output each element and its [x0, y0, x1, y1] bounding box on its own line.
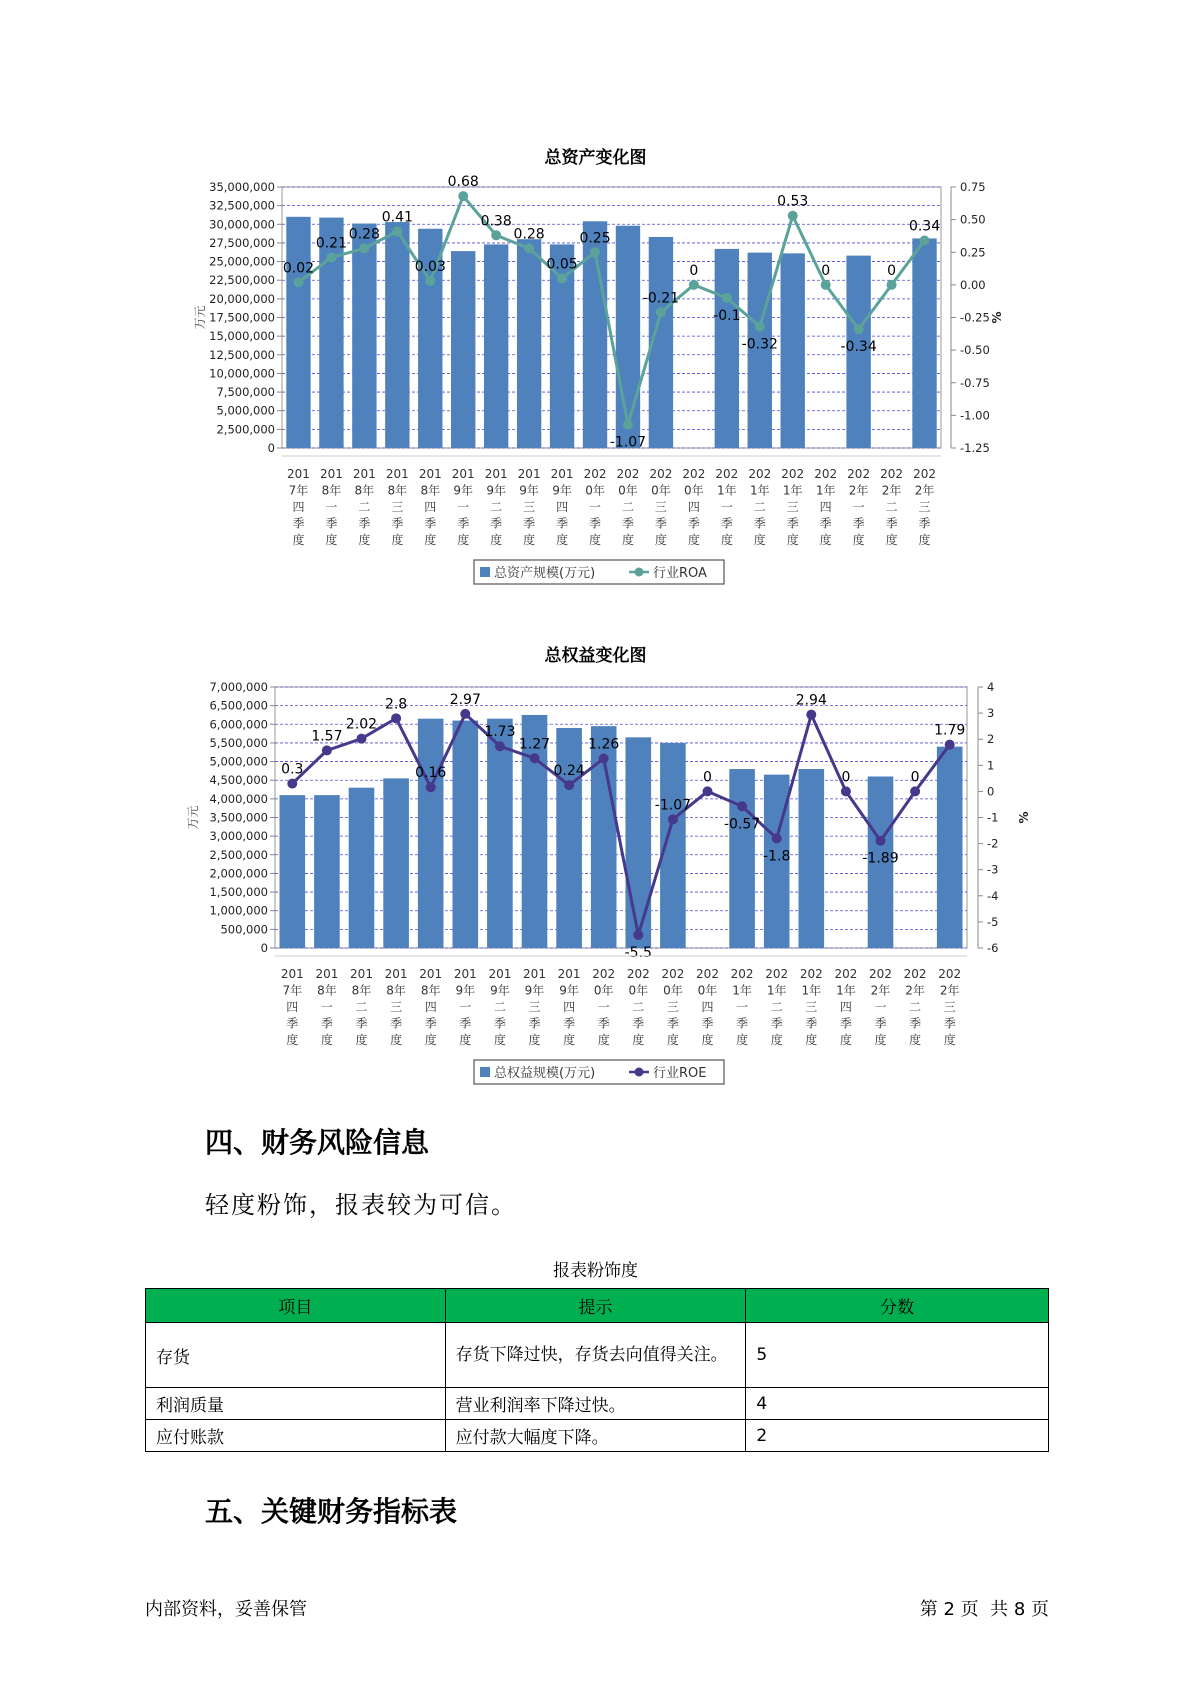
series-point — [392, 226, 402, 236]
data-label: 0.03 — [414, 258, 446, 275]
x-tick-label: 202 1年二季度 — [748, 467, 772, 547]
y-tick-label: 12,500,000 — [209, 347, 275, 362]
section-heading-risk: 四、财务风险信息 — [205, 1126, 430, 1159]
series-point — [495, 741, 505, 751]
series-point — [806, 710, 816, 720]
data-label: 1.79 — [934, 722, 966, 739]
x-tick-label: 201 9年三季度 — [523, 967, 546, 1047]
x-tick-label: 201 8年一季度 — [315, 967, 339, 1047]
x-tick-label: 202 1年一季度 — [715, 467, 739, 547]
data-label: 0 — [910, 769, 920, 786]
y-axis-title: 万元 — [193, 305, 207, 330]
y2-tick-label: -4 — [987, 888, 999, 903]
table-cell: 应付账款 — [146, 1420, 446, 1452]
data-label: -0.34 — [840, 339, 877, 356]
x-tick-label: 201 9年一季度 — [451, 467, 475, 547]
table-cell: 应付款大幅度下降。 — [445, 1420, 746, 1452]
data-label: 0.68 — [447, 174, 479, 191]
y2-tick-label: 3 — [987, 706, 995, 721]
table-row — [146, 1323, 1049, 1388]
series-point — [755, 322, 765, 332]
y-tick-label: 32,500,000 — [209, 198, 275, 213]
legend-label: 总资产规模(万元) — [494, 566, 596, 581]
y-tick-label: 1,500,000 — [209, 885, 268, 900]
y-tick-label: 7,500,000 — [216, 385, 275, 400]
y-tick-label: 4,500,000 — [209, 773, 268, 788]
footer-page-number: 第 2 页 共 8 页 — [919, 1599, 1049, 1620]
y2-tick-label: 0.00 — [960, 277, 986, 292]
x-tick-label: 201 8年二季度 — [352, 467, 376, 547]
section-heading-kpi: 五、关键财务指标表 — [205, 1495, 458, 1528]
y-tick-label: 2,500,000 — [209, 847, 268, 862]
series-point — [910, 786, 920, 796]
y2-tick-label: -5 — [987, 914, 999, 929]
bar — [912, 238, 936, 448]
x-axis — [281, 967, 961, 1047]
data-label: 0 — [703, 769, 712, 786]
series-point — [668, 814, 678, 824]
series-point — [391, 713, 401, 723]
data-label: 2.97 — [449, 691, 481, 708]
data-label: 0.28 — [513, 226, 545, 243]
x-tick-label: 202 0年一季度 — [583, 467, 607, 547]
x-tick-label: 202 0年四季度 — [682, 467, 706, 547]
x-tick-label: 201 9年一季度 — [453, 967, 477, 1047]
x-tick-label: 202 1年四季度 — [814, 467, 838, 547]
risk-summary-text: 轻度粉饰，报表较为可信。 — [205, 1191, 517, 1219]
chart-title: 总权益变化图 — [544, 646, 647, 666]
x-tick-label: 202 0年三季度 — [661, 967, 685, 1047]
data-label: 0.41 — [381, 209, 413, 226]
y-tick-label: 0 — [260, 941, 268, 955]
legend-label: 总权益规模(万元) — [494, 1066, 596, 1081]
series-point — [530, 753, 540, 763]
y-tick-label: 5,000,000 — [209, 754, 268, 769]
y-tick-label: 1,000,000 — [209, 903, 268, 918]
x-tick-label: 201 8年四季度 — [419, 967, 443, 1047]
data-label: -1.89 — [862, 850, 899, 867]
legend-label: 行业ROE — [653, 1066, 707, 1081]
y2-tick-label: 0.50 — [960, 212, 986, 227]
y-tick-label: 20,000,000 — [209, 291, 275, 306]
data-label: 1.26 — [588, 736, 620, 753]
y-tick-label: 2,500,000 — [216, 422, 275, 437]
table-header-cell: 提示 — [445, 1289, 746, 1323]
table-row — [146, 1388, 1049, 1420]
series-point — [491, 230, 501, 240]
y2-tick-label: 0 — [987, 784, 995, 799]
table-cell: 存货下降过快，存货去向值得关注。 — [445, 1323, 746, 1388]
y-tick-label: 22,500,000 — [209, 273, 275, 288]
data-label: -5.5 — [624, 944, 652, 961]
y-axis-title: 万元 — [186, 805, 200, 830]
y2-tick-label: 1 — [987, 758, 995, 773]
series-point — [854, 324, 864, 334]
bar — [798, 769, 824, 948]
series-point — [322, 745, 332, 755]
y-tick-label: 3,500,000 — [209, 810, 268, 825]
y2-tick-label: -0.50 — [960, 343, 990, 358]
data-label: 1.57 — [311, 728, 343, 745]
data-label: 0.3 — [281, 761, 304, 778]
x-tick-label: 202 0年二季度 — [616, 467, 640, 547]
bar — [517, 239, 541, 448]
series-point — [590, 247, 600, 257]
y-tick-label: 15,000,000 — [209, 329, 275, 344]
series-point — [458, 191, 468, 201]
y-tick-label: 35,000,000 — [209, 180, 275, 194]
series-point — [722, 293, 732, 303]
y-tick-label: 10,000,000 — [209, 366, 275, 381]
x-tick-label: 202 0年四季度 — [696, 967, 719, 1047]
y-tick-label: 7,000,000 — [209, 680, 268, 694]
series-point — [945, 740, 955, 750]
x-tick-label: 201 8年四季度 — [418, 467, 442, 547]
y2-axis-title: % — [990, 311, 1004, 324]
y-tick-label: 30,000,000 — [209, 217, 275, 232]
bar — [352, 224, 376, 448]
x-tick-label: 202 1年二季度 — [765, 967, 789, 1047]
x-axis — [287, 467, 936, 547]
y-tick-label: 6,000,000 — [209, 717, 268, 732]
bar — [729, 769, 755, 948]
legend-swatch-bar — [480, 567, 490, 577]
data-label: 0 — [689, 262, 699, 279]
series-point — [326, 252, 336, 262]
table-header-row — [146, 1289, 1049, 1323]
data-label: -1.07 — [654, 797, 692, 814]
bar — [937, 747, 963, 948]
y2-tick-label: 4 — [987, 680, 995, 694]
data-label: -0.32 — [741, 336, 778, 353]
series-point — [524, 243, 534, 253]
data-label: 2.02 — [345, 716, 378, 733]
bar — [349, 788, 375, 948]
bar — [625, 737, 651, 948]
data-label: 2.94 — [795, 692, 827, 709]
bar — [286, 217, 310, 448]
x-tick-label: 201 8年三季度 — [385, 467, 409, 547]
data-label: 0.34 — [908, 218, 941, 235]
data-label: 0.24 — [553, 763, 585, 780]
data-label: 0.16 — [415, 765, 447, 782]
x-tick-label: 202 1年四季度 — [834, 967, 858, 1047]
series-point — [788, 211, 798, 221]
x-tick-label: 201 9年三季度 — [517, 467, 541, 547]
series-point — [287, 779, 297, 789]
bar — [314, 795, 340, 948]
x-tick-label: 202 1年一季度 — [730, 967, 754, 1047]
y-tick-label: 27,500,000 — [209, 235, 275, 250]
series-point — [293, 277, 303, 287]
y2-tick-label: -3 — [987, 862, 999, 877]
y-tick-label: 25,000,000 — [209, 254, 275, 269]
bar — [781, 253, 805, 448]
x-tick-label: 201 9年二季度 — [488, 967, 512, 1047]
y-tick-label: 3,000,000 — [209, 829, 268, 844]
table-cell: 利润质量 — [146, 1388, 446, 1420]
y2-tick-label: 0.25 — [960, 245, 986, 260]
series-point — [656, 307, 666, 317]
x-tick-label: 202 2年一季度 — [869, 967, 892, 1047]
x-tick-label: 202 2年二季度 — [880, 467, 904, 547]
series-point — [737, 801, 747, 811]
x-tick-label: 201 8年一季度 — [319, 467, 343, 547]
y2-tick-label: -0.25 — [960, 310, 990, 325]
x-tick-label: 201 9年二季度 — [484, 467, 508, 547]
bar — [319, 218, 343, 448]
data-label: 0 — [887, 262, 897, 279]
data-label: 0.53 — [777, 193, 809, 210]
data-label: 0.38 — [480, 213, 512, 230]
y-tick-label: 2,000,000 — [209, 866, 268, 881]
whitewash-table — [145, 1288, 1049, 1452]
data-label: -1.8 — [763, 848, 791, 865]
table-cell: 2 — [746, 1420, 1049, 1452]
x-tick-label: 201 8年二季度 — [350, 967, 373, 1047]
x-tick-label: 202 2年二季度 — [903, 967, 927, 1047]
table-cell: 营业利润率下降过快。 — [445, 1388, 746, 1420]
series-point — [821, 280, 831, 290]
bar — [279, 795, 305, 948]
series-point — [564, 780, 574, 790]
data-label: 0.21 — [315, 235, 348, 252]
y2-axis-title: % — [1017, 811, 1031, 824]
y-tick-label: 17,500,000 — [209, 310, 275, 325]
total-equity-chart — [0, 675, 1191, 1095]
legend-label: 行业ROA — [653, 566, 707, 581]
x-tick-label: 201 7年四季度 — [287, 467, 310, 547]
y-tick-label: 4,000,000 — [209, 791, 268, 806]
x-tick-label: 202 0年三季度 — [649, 467, 673, 547]
y2-tick-label: -1 — [987, 810, 999, 825]
y2-tick-label: -0.75 — [960, 375, 990, 390]
series-point — [772, 833, 782, 843]
legend-swatch-point — [635, 1068, 644, 1077]
series-point — [460, 709, 470, 719]
data-label: -0.21 — [642, 290, 680, 307]
bar — [451, 251, 475, 448]
y-tick-label: 0 — [267, 441, 275, 455]
y2-tick-label: -2 — [987, 836, 999, 851]
bar — [715, 249, 739, 448]
x-tick-label: 201 7年四季度 — [280, 967, 304, 1047]
x-tick-label: 202 0年一季度 — [592, 967, 616, 1047]
total-assets-chart — [0, 175, 1191, 595]
series-point — [426, 782, 436, 792]
x-tick-label: 201 9年四季度 — [557, 967, 581, 1047]
bar — [487, 719, 513, 948]
y2-tick-label: -6 — [987, 941, 999, 955]
series-point — [357, 734, 367, 744]
series-point — [557, 273, 567, 283]
table-cell: 存货 — [146, 1323, 446, 1388]
data-label: 0.02 — [282, 260, 315, 277]
bar — [418, 719, 444, 948]
x-tick-label: 202 0年二季度 — [626, 967, 650, 1047]
y-tick-label: 6,500,000 — [209, 698, 268, 713]
data-label: 1.27 — [518, 736, 551, 753]
legend-swatch-point — [635, 568, 644, 577]
table-header-cell: 项目 — [146, 1289, 446, 1323]
legend-swatch-bar — [480, 1067, 490, 1077]
y2-tick-label: 0.75 — [960, 180, 986, 194]
series-point — [876, 836, 886, 846]
data-label: 0.25 — [579, 230, 611, 247]
y2-tick-label: -1.25 — [960, 441, 990, 455]
table-cell: 4 — [746, 1388, 1049, 1420]
series-point — [703, 786, 713, 796]
series-point — [633, 930, 643, 940]
bar — [383, 778, 409, 948]
table-header-cell: 分数 — [746, 1289, 1049, 1323]
series-point — [920, 236, 930, 246]
table-cell: 5 — [746, 1323, 1049, 1388]
table-row — [146, 1420, 1049, 1452]
y-tick-label: 500,000 — [220, 922, 268, 937]
series-point — [359, 243, 369, 253]
table-caption: 报表粉饰度 — [553, 1261, 638, 1281]
bar — [484, 244, 508, 448]
data-label: 0.05 — [546, 256, 578, 273]
data-label: 0 — [841, 769, 851, 786]
data-label: 0 — [821, 262, 831, 279]
series-point — [425, 276, 435, 286]
y-tick-label: 5,000,000 — [216, 403, 275, 418]
footer-confidential: 内部资料，妥善保管 — [145, 1599, 307, 1620]
x-tick-label: 202 1年三季度 — [799, 967, 823, 1047]
series-point — [841, 786, 851, 796]
y-tick-label: 5,500,000 — [209, 735, 268, 750]
y2-tick-label: -1.00 — [960, 408, 990, 423]
bar — [616, 226, 640, 448]
bar — [385, 222, 409, 448]
y2-tick-label: 2 — [987, 732, 995, 747]
x-tick-label: 201 9年四季度 — [550, 467, 574, 547]
chart-title: 总资产变化图 — [544, 148, 647, 168]
data-label: -1.07 — [609, 434, 647, 451]
data-label: 2.8 — [384, 696, 408, 713]
x-tick-label: 201 8年三季度 — [384, 967, 408, 1047]
series-point — [599, 754, 609, 764]
data-label: -0.1 — [713, 307, 741, 324]
series-point — [887, 280, 897, 290]
data-label: 1.73 — [484, 724, 516, 741]
data-label: -0.57 — [723, 816, 761, 833]
series-point — [689, 280, 699, 290]
series-point — [623, 420, 633, 430]
bar — [556, 728, 582, 948]
bar — [452, 721, 478, 948]
x-tick-label: 202 2年三季度 — [938, 967, 962, 1047]
x-tick-label: 202 2年一季度 — [847, 467, 871, 547]
x-tick-label: 202 2年三季度 — [913, 467, 936, 547]
x-tick-label: 202 1年三季度 — [781, 467, 805, 547]
data-label: 0.28 — [348, 226, 380, 243]
